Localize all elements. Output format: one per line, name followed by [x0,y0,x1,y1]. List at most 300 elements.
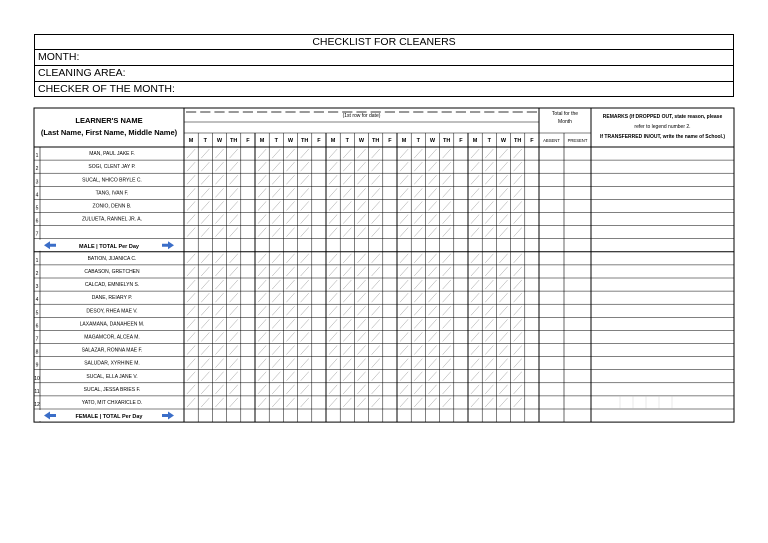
month-field[interactable]: MONTH: [34,49,734,65]
cell-hatch [258,201,266,210]
cell-hatch [286,215,294,224]
male-row-number: 1 [35,153,39,160]
cell-hatch [258,385,266,394]
cell-hatch [230,280,238,289]
cell-hatch [471,346,479,355]
cell-hatch [443,372,451,381]
cell-hatch [514,306,522,315]
cell-hatch [286,319,294,328]
cell-hatch [514,398,522,407]
male-row-number: 6 [35,218,39,225]
cell-hatch [414,175,422,184]
cell-hatch [428,267,436,276]
cell-hatch [471,188,479,197]
cell-hatch [343,149,351,158]
cell-hatch [230,385,238,394]
cell-hatch [286,346,294,355]
cell-hatch [514,319,522,328]
cell-hatch [286,188,294,197]
cell-hatch [499,254,507,263]
cell-hatch [301,398,309,407]
cell-hatch [301,280,309,289]
cell-hatch [514,162,522,171]
weekday-label: TH [514,138,522,144]
female-row-number: 12 [34,402,40,408]
cell-hatch [286,175,294,184]
weekday-label: F [530,138,534,144]
female-learner-name: YATO, MIT CHXARICLE D. [81,400,143,406]
male-learner-name: TANG, IVAN F. [95,190,129,197]
weekday-label: M [330,138,336,144]
cell-hatch [329,385,337,394]
cell-hatch [187,162,195,171]
cell-hatch [301,215,309,224]
cell-hatch [357,332,365,341]
cell-hatch [272,201,280,210]
cell-hatch [187,332,195,341]
cell-hatch [187,385,195,394]
cell-hatch [443,280,451,289]
cell-hatch [329,149,337,158]
cell-hatch [485,254,493,263]
weekday-label: T [345,138,349,144]
cell-hatch [329,332,337,341]
cell-hatch [485,372,493,381]
cell-hatch [301,293,309,302]
cell-hatch [443,201,451,210]
weekday-label: M [188,138,194,144]
cell-hatch [187,372,195,381]
cell-hatch [443,162,451,171]
cell-hatch [230,319,238,328]
cell-hatch [443,385,451,394]
cell-hatch [301,149,309,158]
cell-hatch [514,293,522,302]
cell-hatch [258,293,266,302]
cell-hatch [187,215,195,224]
cell-hatch [187,254,195,263]
cell-hatch [343,267,351,276]
cell-hatch [343,398,351,407]
cell-hatch [215,215,223,224]
cell-hatch [187,280,195,289]
cell-hatch [258,162,266,171]
cell-hatch [485,319,493,328]
cell-hatch [471,149,479,158]
cell-hatch [301,201,309,210]
weekday-label: T [487,138,491,144]
cell-hatch [272,346,280,355]
cell-hatch [301,332,309,341]
cell-hatch [230,215,238,224]
cell-hatch [215,346,223,355]
cell-hatch [258,280,266,289]
cell-hatch [471,280,479,289]
cell-hatch [499,398,507,407]
cell-hatch [400,201,408,210]
cell-hatch [329,280,337,289]
cell-hatch [471,385,479,394]
cell-hatch [485,306,493,315]
cell-hatch [372,215,380,224]
cell-hatch [428,359,436,368]
cell-hatch [400,267,408,276]
cell-hatch [499,306,507,315]
cell-hatch [443,332,451,341]
cell-hatch [499,215,507,224]
cell-hatch [471,201,479,210]
cell-hatch [428,372,436,381]
cell-hatch [400,162,408,171]
cell-hatch [201,319,209,328]
cell-hatch [357,228,365,237]
cell-hatch [343,346,351,355]
cell-hatch [400,188,408,197]
cell-hatch [400,254,408,263]
cell-hatch [414,201,422,210]
male-row-number: 2 [35,166,39,173]
cell-hatch [357,175,365,184]
cell-hatch [215,293,223,302]
cell-hatch [329,319,337,328]
cell-hatch [230,306,238,315]
cell-hatch [443,398,451,407]
cell-hatch [428,201,436,210]
cell-hatch [514,385,522,394]
cell-hatch [499,319,507,328]
cell-hatch [187,201,195,210]
cell-hatch [272,280,280,289]
cell-hatch [272,319,280,328]
cell-hatch [187,228,195,237]
cell-hatch [414,280,422,289]
cell-hatch [343,319,351,328]
female-learner-name: SUCAL, JESSA BRIES F. [83,386,141,393]
cell-hatch [372,267,380,276]
cell-hatch [343,215,351,224]
cell-hatch [400,215,408,224]
cell-hatch [443,319,451,328]
cell-hatch [471,175,479,184]
cell-hatch [343,293,351,302]
cell-hatch [258,398,266,407]
cell-hatch [499,162,507,171]
female-row-number: 2 [35,271,39,277]
cell-hatch [201,267,209,276]
weekday-label: F [459,138,463,144]
cell-hatch [215,359,223,368]
cell-hatch [400,398,408,407]
cell-hatch [414,332,422,341]
cell-hatch [357,319,365,328]
cell-hatch [514,201,522,210]
cell-hatch [485,201,493,210]
cell-hatch [201,162,209,171]
cell-hatch [215,398,223,407]
cell-hatch [499,149,507,158]
cell-hatch [514,228,522,237]
cell-hatch [258,254,266,263]
weekday-label: W [358,138,365,144]
cell-hatch [443,188,451,197]
cell-hatch [471,372,479,381]
cell-hatch [258,332,266,341]
cell-hatch [301,359,309,368]
cell-hatch [272,149,280,158]
cell-hatch [258,175,266,184]
cell-hatch [471,332,479,341]
cell-hatch [428,149,436,158]
female-row-number: 8 [35,349,39,356]
female-learner-name: SUCAL, ELLA JANE V. [86,373,138,380]
cell-hatch [343,280,351,289]
cell-hatch [286,359,294,368]
weekday-label: TH [372,138,380,144]
cell-hatch [414,254,422,263]
cell-hatch [343,188,351,197]
cell-hatch [258,372,266,381]
female-total-label: FEMALE | TOTAL Per Day [75,414,143,421]
cell-hatch [329,175,337,184]
total-header: Total for the [551,111,579,117]
cell-hatch [286,398,294,407]
remarks-header-3: If TRANSFERRED IN/OUT, write the name of School.) [599,134,726,140]
cell-hatch [414,149,422,158]
cell-hatch [215,149,223,158]
male-row-number: 4 [35,192,39,199]
cell-hatch [499,188,507,197]
cell-hatch [201,359,209,368]
cleaning-area-field[interactable]: CLEANING AREA: [34,65,734,81]
cell-hatch [258,359,266,368]
cell-hatch [400,306,408,315]
cell-hatch [201,398,209,407]
cell-hatch [329,267,337,276]
cell-hatch [485,359,493,368]
female-row-number: 1 [35,257,39,264]
cell-hatch [414,267,422,276]
cell-hatch [357,398,365,407]
cell-hatch [499,346,507,355]
cell-hatch [329,201,337,210]
cell-hatch [428,332,436,341]
cell-hatch [428,175,436,184]
female-learner-name: MAGAMCOR, ALCEA M. [84,334,140,341]
cell-hatch [201,306,209,315]
cell-hatch [215,188,223,197]
checker-field[interactable]: CHECKER OF THE MONTH: [34,81,734,97]
cell-hatch [230,346,238,355]
cell-hatch [485,149,493,158]
cell-hatch [286,162,294,171]
cell-hatch [329,398,337,407]
cell-hatch [272,385,280,394]
cell-hatch [414,162,422,171]
weekday-label: W [216,138,223,144]
cell-hatch [514,175,522,184]
cell-hatch [357,306,365,315]
cell-hatch [343,254,351,263]
cell-hatch [428,254,436,263]
female-row-number: 11 [34,388,40,395]
cell-hatch [301,254,309,263]
cell-hatch [230,162,238,171]
cell-hatch [343,201,351,210]
cell-hatch [443,254,451,263]
female-row-number: 6 [35,323,39,330]
cell-hatch [286,372,294,381]
cell-hatch [187,319,195,328]
cell-hatch [514,332,522,341]
male-learner-name: SUCAL, NHICO BRYLE C. [82,177,142,184]
cell-hatch [301,162,309,171]
cell-hatch [272,267,280,276]
cell-hatch [215,372,223,381]
cell-hatch [414,215,422,224]
cell-hatch [443,228,451,237]
cell-hatch [400,332,408,341]
female-row-number: 9 [35,362,39,369]
cell-hatch [400,346,408,355]
cell-hatch [272,359,280,368]
cell-hatch [201,149,209,158]
cell-hatch [414,188,422,197]
cell-hatch [499,228,507,237]
cell-hatch [301,372,309,381]
cell-hatch [400,359,408,368]
cell-hatch [201,215,209,224]
cell-hatch [428,215,436,224]
male-total-label: MALE | TOTAL Per Day [79,243,139,250]
cell-hatch [428,306,436,315]
cell-hatch [499,385,507,394]
cell-hatch [343,332,351,341]
female-learner-name: DANE, REIARY P. [91,295,133,302]
cell-hatch [187,306,195,315]
cell-hatch [372,332,380,341]
weekday-label: T [416,138,420,144]
female-learner-name: SALUDAR, XYRHINE M. [84,360,140,367]
cell-hatch [428,280,436,289]
cell-hatch [201,293,209,302]
cell-hatch [201,372,209,381]
cell-hatch [329,215,337,224]
document-title: CHECKLIST FOR CLEANERS [34,34,734,49]
remarks-header-2: refer to legend number 2. [634,124,691,130]
cell-hatch [258,346,266,355]
cell-hatch [343,228,351,237]
cell-hatch [428,293,436,302]
cell-hatch [443,267,451,276]
cell-hatch [187,346,195,355]
cell-hatch [301,228,309,237]
cell-hatch [357,201,365,210]
cell-hatch [187,267,195,276]
cell-hatch [372,385,380,394]
cell-hatch [443,293,451,302]
weekday-label: T [203,138,207,144]
cell-hatch [272,306,280,315]
cell-hatch [343,306,351,315]
cell-hatch [187,175,195,184]
remarks-header: REMARKS (If DROPPED OUT, state reason, please [602,114,723,120]
cell-hatch [187,188,195,197]
cell-hatch [400,372,408,381]
cell-hatch [357,267,365,276]
male-row-number: 5 [35,205,39,212]
cell-hatch [443,175,451,184]
cell-hatch [400,280,408,289]
cell-hatch [471,359,479,368]
cell-hatch [414,306,422,315]
weekday-label: TH [230,138,238,144]
cell-hatch [201,201,209,210]
cell-hatch [485,228,493,237]
cell-hatch [514,267,522,276]
cell-hatch [343,175,351,184]
female-learner-name: SALAZAR, RONNA MAE F. [81,347,143,354]
cell-hatch [400,293,408,302]
cell-hatch [187,359,195,368]
female-row-number: 5 [35,310,39,317]
cell-hatch [272,398,280,407]
cell-hatch [286,228,294,237]
cell-hatch [414,398,422,407]
cell-hatch [357,149,365,158]
cell-hatch [201,188,209,197]
cell-hatch [301,267,309,276]
cell-hatch [286,306,294,315]
cell-hatch [471,398,479,407]
cell-hatch [230,201,238,210]
cell-hatch [230,267,238,276]
cell-hatch [499,359,507,368]
cell-hatch [428,398,436,407]
cell-hatch [329,188,337,197]
cell-hatch [471,319,479,328]
cell-hatch [272,215,280,224]
cell-hatch [428,228,436,237]
cell-hatch [201,175,209,184]
cell-hatch [414,372,422,381]
cell-hatch [230,228,238,237]
cell-hatch [372,346,380,355]
cell-hatch [286,385,294,394]
cell-hatch [357,385,365,394]
male-learner-name: ZONIO, DENN B. [92,203,132,210]
cell-hatch [215,201,223,210]
cell-hatch [471,162,479,171]
cell-hatch [400,149,408,158]
cell-hatch [372,319,380,328]
cell-hatch [414,319,422,328]
female-row-number: 4 [35,297,39,304]
female-row-number: 7 [35,336,39,343]
male-learner-name: ZULUETA, RANNEL JR. A. [81,216,143,223]
cell-hatch [485,293,493,302]
cell-hatch [514,359,522,368]
cell-hatch [357,359,365,368]
cell-hatch [372,359,380,368]
cell-hatch [372,280,380,289]
cell-hatch [230,372,238,381]
cell-hatch [485,215,493,224]
cell-hatch [215,228,223,237]
cell-hatch [329,293,337,302]
cell-hatch [414,228,422,237]
male-learner-name: MAN, PAUL JAKE F. [89,151,135,158]
cell-hatch [230,175,238,184]
